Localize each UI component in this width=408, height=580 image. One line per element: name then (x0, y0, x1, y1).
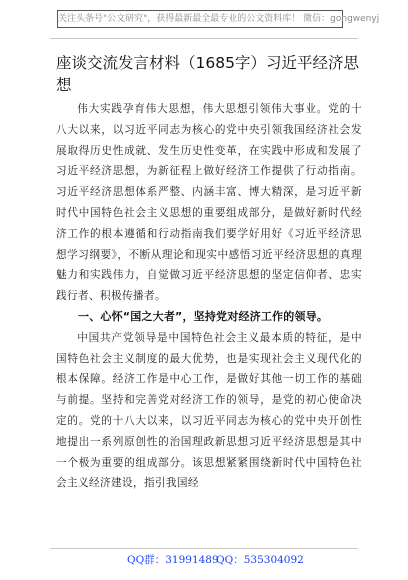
qq-contact-number: QQ：535304092 (216, 554, 304, 566)
section-heading: 一、心怀“国之大者”，坚持党对经济工作的领导。 (78, 309, 329, 323)
document-body (56, 99, 362, 494)
intro-paragraph: 伟大实践孕育伟大思想，伟大思想引领伟大事业。党的十八大以来，以习近平同志为核心的党中央引领我国经济社会发展取得历史性成就、发生历史性变革，在实践中形成和发展了习近平经济思想，为新征程上做好经济工作提供了行动指南。习近平经济思想体系严整、内涵丰富、博大精深，是习近平新时代中国特色社会主义思想的重要组成部分，是做好新时代经济工作的根本遵循和行动指南我们要学好用好《习近平经济思想学习纲要》，不断从理论和现实中感悟习近平经济思想的真理魅力和实践伟力，自觉做习近平经济思想的坚定信仰者、忠实践行者、积极传播者。 (56, 103, 362, 303)
header-divider (50, 38, 358, 39)
top-banner: 关注头条号"公文研究"，获得最新最全最专业的公文资料库！ 微信：gongwenyj (57, 10, 343, 28)
section-paragraph: 中国共产党领导是中国特色社会主义最本质的特征，是中国特色社会主义制度的最大优势，也是实现社会主义现代化的根本保障。经济工作是中心工作，是做好其他一切工作的基础与前提。坚持和完善党对经济工作的领导，是党的初心使命决定的。党的十八大以来，以习近平同志为核心的党中央开创性地提出一系列原创性的治国理政新思想习近平经济思想是其中一个极为重要的组成部分。该思想紧紧围绕新时代中国特色社会主义经济建设，指引我国经 (56, 331, 362, 490)
footer (0, 549, 408, 569)
document-title: 座谈交流发言材料（1685字）习近平经济思想 (56, 54, 359, 94)
qq-group-number: QQ群：31991489 (127, 554, 219, 566)
